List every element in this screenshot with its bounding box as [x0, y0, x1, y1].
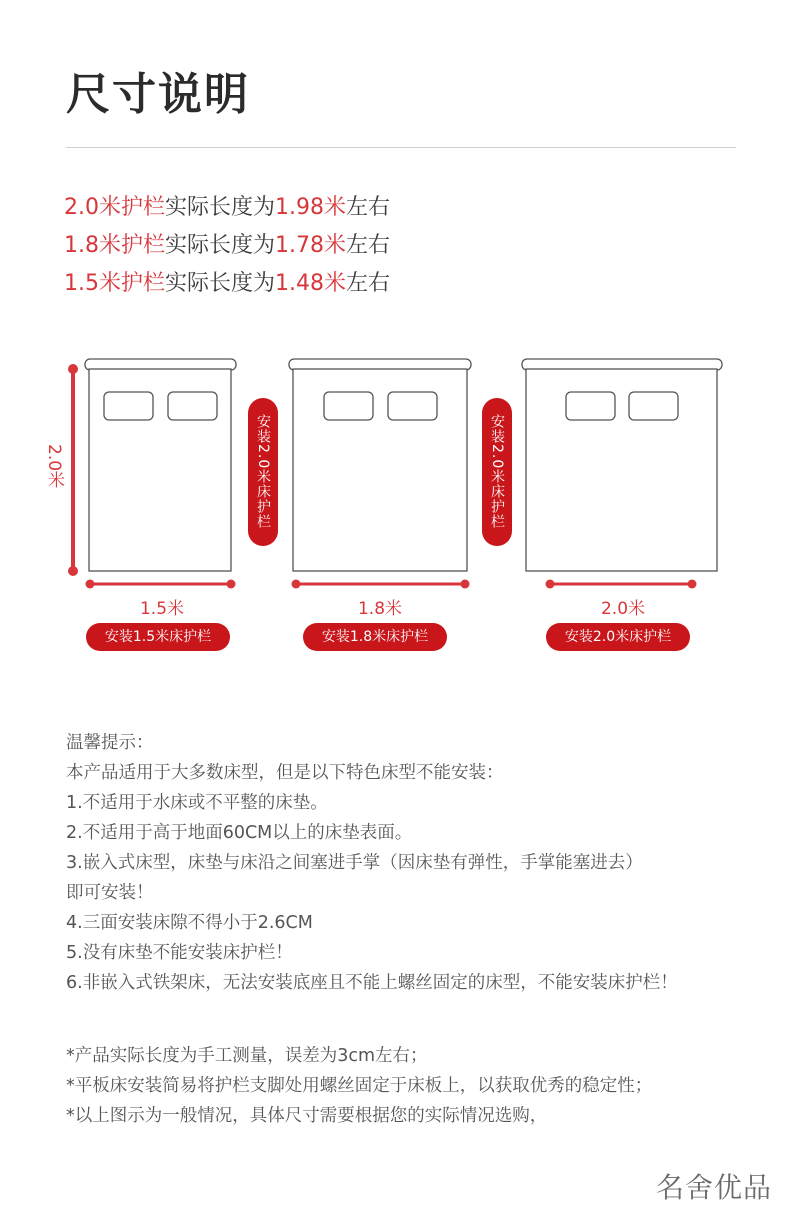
- brand-watermark: 名舍优品: [655, 1171, 772, 1204]
- dimension-end-dot: [227, 580, 236, 589]
- spec-rail: 2.0米护栏: [64, 195, 165, 220]
- dimension-end-dot: [546, 580, 555, 589]
- tip-item: 1.不适用于水床或不平整的床垫。: [66, 793, 328, 813]
- tip-item: 2.不适用于高于地面60CM以上的床垫表面。: [66, 823, 413, 843]
- tip-item: 6.非嵌入式铁架床，无法安装底座且不能上螺丝固定的床型，不能安装床护栏！: [66, 973, 678, 993]
- bed-3-outline: [522, 359, 722, 571]
- spec-suffix: 左右: [346, 195, 391, 220]
- dimension-end-dot: [68, 364, 78, 374]
- spec-middle: 实际长度为: [165, 271, 276, 296]
- bed-1-outline: [85, 359, 236, 571]
- title-divider: [66, 147, 736, 148]
- spec-actual: 1.78米: [275, 233, 347, 258]
- tips-section: [66, 728, 678, 998]
- bed-width-label: 2.0米: [600, 599, 646, 619]
- notes-section: [66, 1041, 652, 1131]
- tips-heading: 温馨提示：: [66, 733, 154, 753]
- dimension-end-dot: [86, 580, 95, 589]
- spec-line: [64, 190, 390, 221]
- spec-line: [64, 266, 390, 297]
- side-install-badge: 安装2.0米床护栏: [248, 398, 278, 546]
- tip-item: 即可安装！: [66, 883, 154, 903]
- spec-middle: 实际长度为: [165, 233, 276, 258]
- note-item: *产品实际长度为手工测量，误差为3cm左右；: [66, 1046, 428, 1066]
- spec-suffix: 左右: [346, 233, 391, 258]
- tip-item: 3.嵌入式床型，床垫与床沿之间塞进手掌（因床垫有弹性，手掌能塞进去）: [66, 853, 643, 873]
- note-item: *平板床安装简易将护栏支脚处用螺丝固定于床板上，以获取优秀的稳定性；: [66, 1076, 653, 1096]
- tips-intro: 本产品适用于大多数床型，但是以下特色床型不能安装：: [66, 763, 504, 783]
- note-item: *以上图示为一般情况，具体尺寸需要根据您的实际情况选购，: [66, 1106, 548, 1126]
- spec-actual: 1.48米: [275, 271, 347, 296]
- spec-actual: 1.98米: [275, 195, 347, 220]
- bed-size-diagram: [0, 340, 790, 670]
- install-badge: 安装2.0米床护栏: [546, 623, 690, 651]
- dimension-end-dot: [68, 566, 78, 576]
- tip-item: 5.没有床垫不能安装床护栏！: [66, 943, 293, 963]
- install-badge: 安装1.5米床护栏: [86, 623, 230, 651]
- spec-middle: 实际长度为: [165, 195, 276, 220]
- spec-suffix: 左右: [346, 271, 391, 296]
- install-badge: 安装1.8米床护栏: [303, 623, 447, 651]
- dimension-end-dot: [292, 580, 301, 589]
- side-install-badge: 安装2.0米床护栏: [482, 398, 512, 546]
- bed-width-label: 1.8米: [357, 599, 403, 619]
- spec-rail: 1.8米护栏: [64, 233, 165, 258]
- spec-line: [64, 228, 390, 259]
- length-label: 2.0米: [44, 444, 64, 489]
- bed-2-outline: [289, 359, 471, 571]
- dimension-end-dot: [688, 580, 697, 589]
- bed-illustrations: [0, 340, 790, 670]
- bed-width-label: 1.5米: [139, 599, 185, 619]
- tip-item: 4.三面安装床隙不得小于2.6CM: [66, 913, 313, 933]
- page-title: 尺寸说明: [66, 69, 250, 120]
- spec-rail: 1.5米护栏: [64, 271, 165, 296]
- dimension-end-dot: [461, 580, 470, 589]
